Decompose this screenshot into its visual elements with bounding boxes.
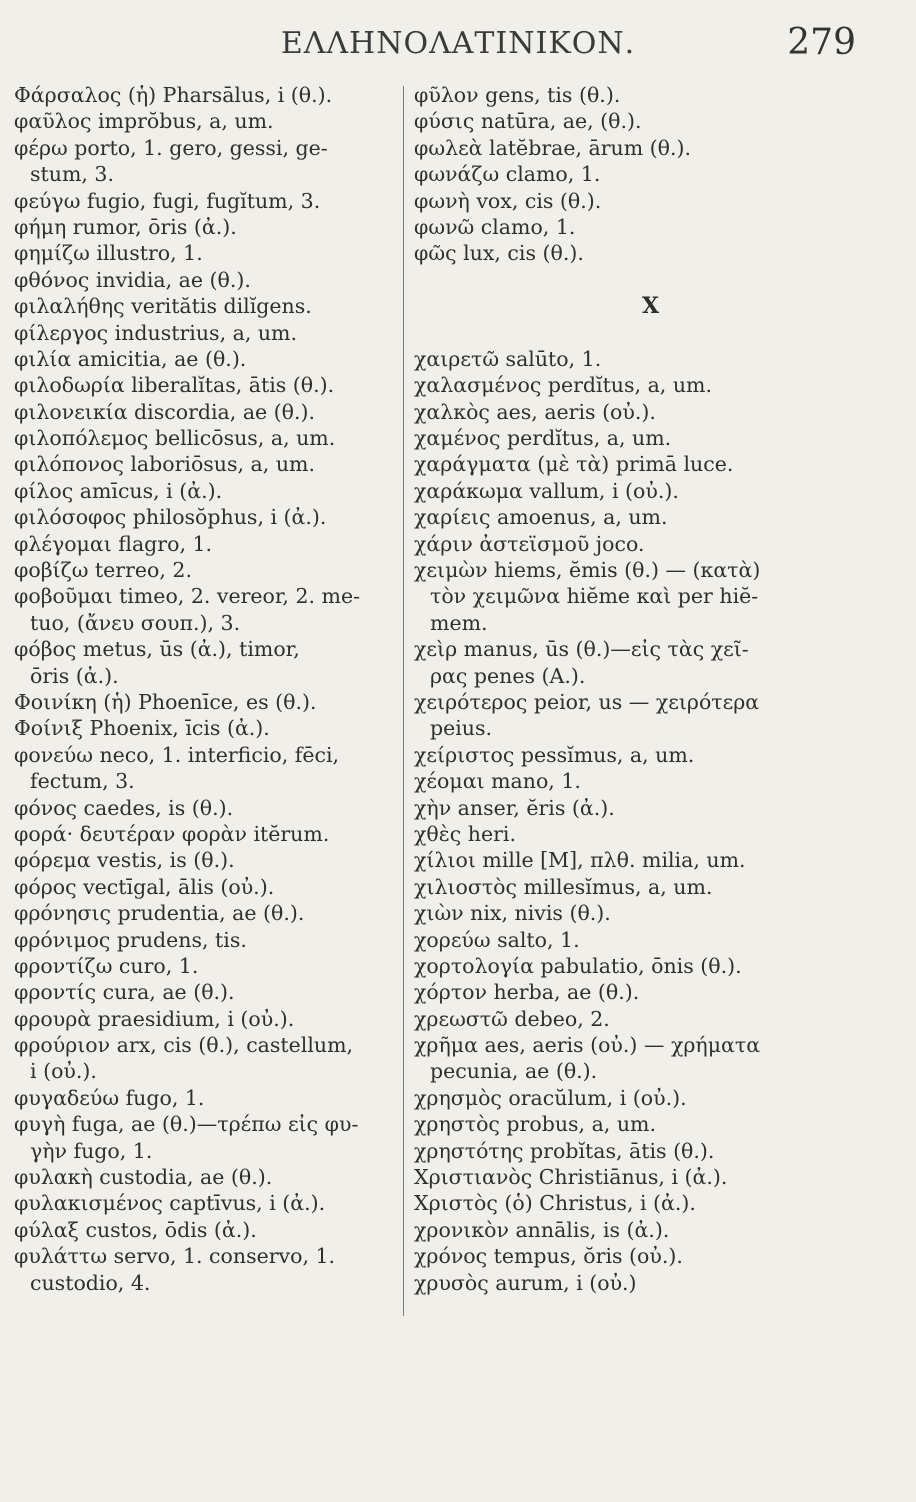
dictionary-entry: χέομαι mano, 1. [414,769,581,794]
dictionary-entry: φιλοδωρία liberalĭtas, ātis (θ.). [14,373,335,398]
dictionary-entry: χρυσὸς aurum, i (οὐ.) [414,1270,637,1295]
dictionary-entry: φρουρὰ praesidium, i (οὐ.). [14,1006,295,1031]
dictionary-entry: φημίζω illustro, 1. [14,241,203,266]
dictionary-entry: χθὲς heri. [414,821,516,846]
dictionary-entry: φυλακὴ custodia, ae (θ.). [14,1165,273,1190]
page-title: ΕΛΛΗΝΟΛΑΤΙΝΙΚΟΝ. [280,26,636,61]
page-number: 279 [787,22,856,63]
dictionary-entry: φιλονεικία discordia, ae (θ.). [14,399,316,424]
dictionary-entry: φόνος caedes, is (θ.). [14,795,234,820]
entry-continuation: peius. [430,716,493,741]
dictionary-entry: χορτολογία pabulatio, ōnis (θ.). [414,953,742,978]
dictionary-entry: φλέγομαι flagro, 1. [14,531,213,556]
entry-continuation: tuo, (ἄνευ σουπ.), 3. [30,610,241,635]
entry-continuation: stum, 3. [30,162,114,187]
dictionary-entry: φύσις natūra, ae, (θ.). [414,109,642,134]
dictionary-entry: φίλεργος industrius, a, um. [14,320,298,345]
dictionary-entry: φόρεμα vestis, is (θ.). [14,848,235,873]
entry-continuation: γὴν fugo, 1. [30,1138,153,1163]
dictionary-entry: χρηστὸς probus, a, um. [414,1112,656,1137]
dictionary-entry: χορεύω salto, 1. [414,927,580,952]
entry-continuation: ōris (ἀ.). [30,663,119,688]
dictionary-entry: φῦλον gens, tis (θ.). [414,83,621,107]
dictionary-entry: φοβίζω terreo, 2. [14,558,192,583]
dictionary-entry: φωλεὰ latĕbrae, ārum (θ.). [414,135,692,160]
dictionary-entry: χιλιοστὸς millesĭmus, a, um. [414,874,713,899]
dictionary-entry: χαρίεις amoenus, a, um. [414,505,668,530]
dictionary-entry: Φάρσαλος (ἡ) Pharsālus, i (θ.). [14,83,333,107]
dictionary-entry: φρόνιμος prudens, tis. [14,927,247,952]
entry-continuation: fectum, 3. [30,769,135,794]
dictionary-entry: φρόνησις prudentia, ae (θ.). [14,901,305,926]
dictionary-entry: φωνῶ clamo, 1. [414,214,576,239]
dictionary-entry: Χριστὸς (ὁ) Christus, i (ἀ.). [414,1191,696,1216]
dictionary-entry: χρηστότης probĭtas, ātis (θ.). [414,1138,715,1163]
dictionary-entry: φιλία amicitia, ae (θ.). [14,346,247,371]
entry-continuation: i (οὐ.). [30,1059,97,1084]
dictionary-entry: φωνὴ vox, cis (θ.). [414,188,602,213]
dictionary-entry: φοβοῦμαι timeo, 2. vereor, 2. me- [14,584,361,609]
entry-continuation: ρας penes (Α.). [430,663,586,688]
dictionary-entry: φόβος metus, ūs (ἀ.), timor, [14,637,300,662]
dictionary-entry: χαράγματα (μὲ τὰ) primā luce. [414,452,734,477]
dictionary-entry: χειμὼν hiems, ĕmis (θ.) — (κατὰ) [414,558,761,583]
dictionary-entry: φήμη rumor, ōris (ἀ.). [14,214,237,239]
dictionary-entry: φυλακισμένος captīvus, i (ἀ.). [14,1191,326,1216]
dictionary-entry: φροντίζω curo, 1. [14,953,199,978]
dictionary-entry: φροντίς cura, ae (θ.). [14,980,235,1005]
dictionary-entry: φύλαξ custos, ōdis (ἀ.). [14,1217,257,1242]
dictionary-entry: Χριστιανὸς Christiānus, i (ἀ.). [414,1165,728,1190]
dictionary-entry: φρούριον arx, cis (θ.), castellum, [14,1033,354,1058]
dictionary-entry: χειρότερος peior, us — χειρότερα [414,690,760,714]
dictionary-entry: φορά· δευτέραν φορὰν itĕrum. [14,821,330,846]
dictionary-entry: φιλόπονος laboriōsus, a, um. [14,452,315,477]
dictionary-entry: φεύγω fugio, fugi, fugĭtum, 3. [14,188,321,213]
dictionary-entry: φίλος amīcus, i (ἀ.). [14,478,223,503]
dictionary-entry: χεὶρ manus, ūs (θ.)—εἰς τὰς χεῖ- [414,637,749,662]
dictionary-entry: φαῦλος imprŏbus, a, um. [14,109,274,134]
dictionary-entry: φόρος vectīgal, ālis (οὐ.). [14,874,275,899]
section-letter: X [642,292,660,319]
dictionary-entry: φιλόσοφος philosŏphus, i (ἀ.). [14,505,327,530]
entry-continuation: pecunia, ae (θ.). [430,1059,598,1084]
entry-continuation: mem. [430,610,488,635]
dictionary-entry: χαράκωμα vallum, i (οὐ.). [414,478,679,503]
dictionary-entry: φθόνος invidia, ae (θ.). [14,267,251,292]
dictionary-entry: χιὼν nix, nivis (θ.). [414,901,611,926]
dictionary-entry: Φοίνιξ Phoenix, īcis (ἀ.). [14,716,270,741]
dictionary-entry: χαιρετῶ salūto, 1. [414,346,602,371]
dictionary-entry: χρεωστῶ debeo, 2. [414,1006,610,1031]
dictionary-entry: χόρτον herba, ae (θ.). [414,980,640,1005]
dictionary-entry: φιλοπόλεμος bellicōsus, a, um. [14,426,336,451]
dictionary-entry: χρησμὸς oracŭlum, i (οὐ.). [414,1085,687,1110]
right-column [414,82,910,1502]
dictionary-entry: φυγαδεύω fugo, 1. [14,1085,205,1110]
dictionary-entry: φέρω porto, 1. gero, gessi, ge- [14,135,328,160]
running-head [0,18,916,68]
dictionary-entry: φιλαλήθης veritătis dilĭgens. [14,294,312,319]
dictionary-entry: χρόνος tempus, ŏris (οὐ.). [414,1244,683,1269]
left-column [14,82,404,1502]
dictionary-entry: χαλκὸς aes, aeris (οὐ.). [414,399,656,424]
dictionary-entry: χάριν ἀστεϊσμοῦ joco. [414,531,645,556]
dictionary-entry: φωνάζω clamo, 1. [414,162,601,187]
entry-continuation: τὸν χειμῶνα hiĕme καὶ per hiĕ- [430,584,759,609]
dictionary-entry: χαμένος perdĭtus, a, um. [414,426,672,451]
dictionary-entry: φυλάττω servo, 1. conservo, 1. [14,1244,336,1269]
dictionary-entry: Φοινίκη (ἡ) Phoenīce, es (θ.). [14,689,317,714]
entry-continuation: custodio, 4. [30,1270,151,1295]
dictionary-entry: φυγὴ fuga, ae (θ.)—τρέπω εἰς φυ- [14,1112,359,1137]
dictionary-entry: χείριστος pessĭmus, a, um. [414,742,695,767]
dictionary-entry: φῶς lux, cis (θ.). [414,241,584,266]
dictionary-entry: χρονικὸν annālis, is (ἀ.). [414,1217,670,1242]
dictionary-entry: χὴν anser, ĕris (ἀ.). [414,795,615,820]
dictionary-entry: φονεύω neco, 1. interficio, fēci, [14,742,340,767]
dictionary-entry: χρῆμα aes, aeris (οὐ.) — χρήματα [414,1033,761,1058]
dictionary-entry: χαλασμένος perdĭtus, a, um. [414,373,712,398]
dictionary-entry: χίλιοι mille [M], πλθ. milia, um. [414,848,746,873]
